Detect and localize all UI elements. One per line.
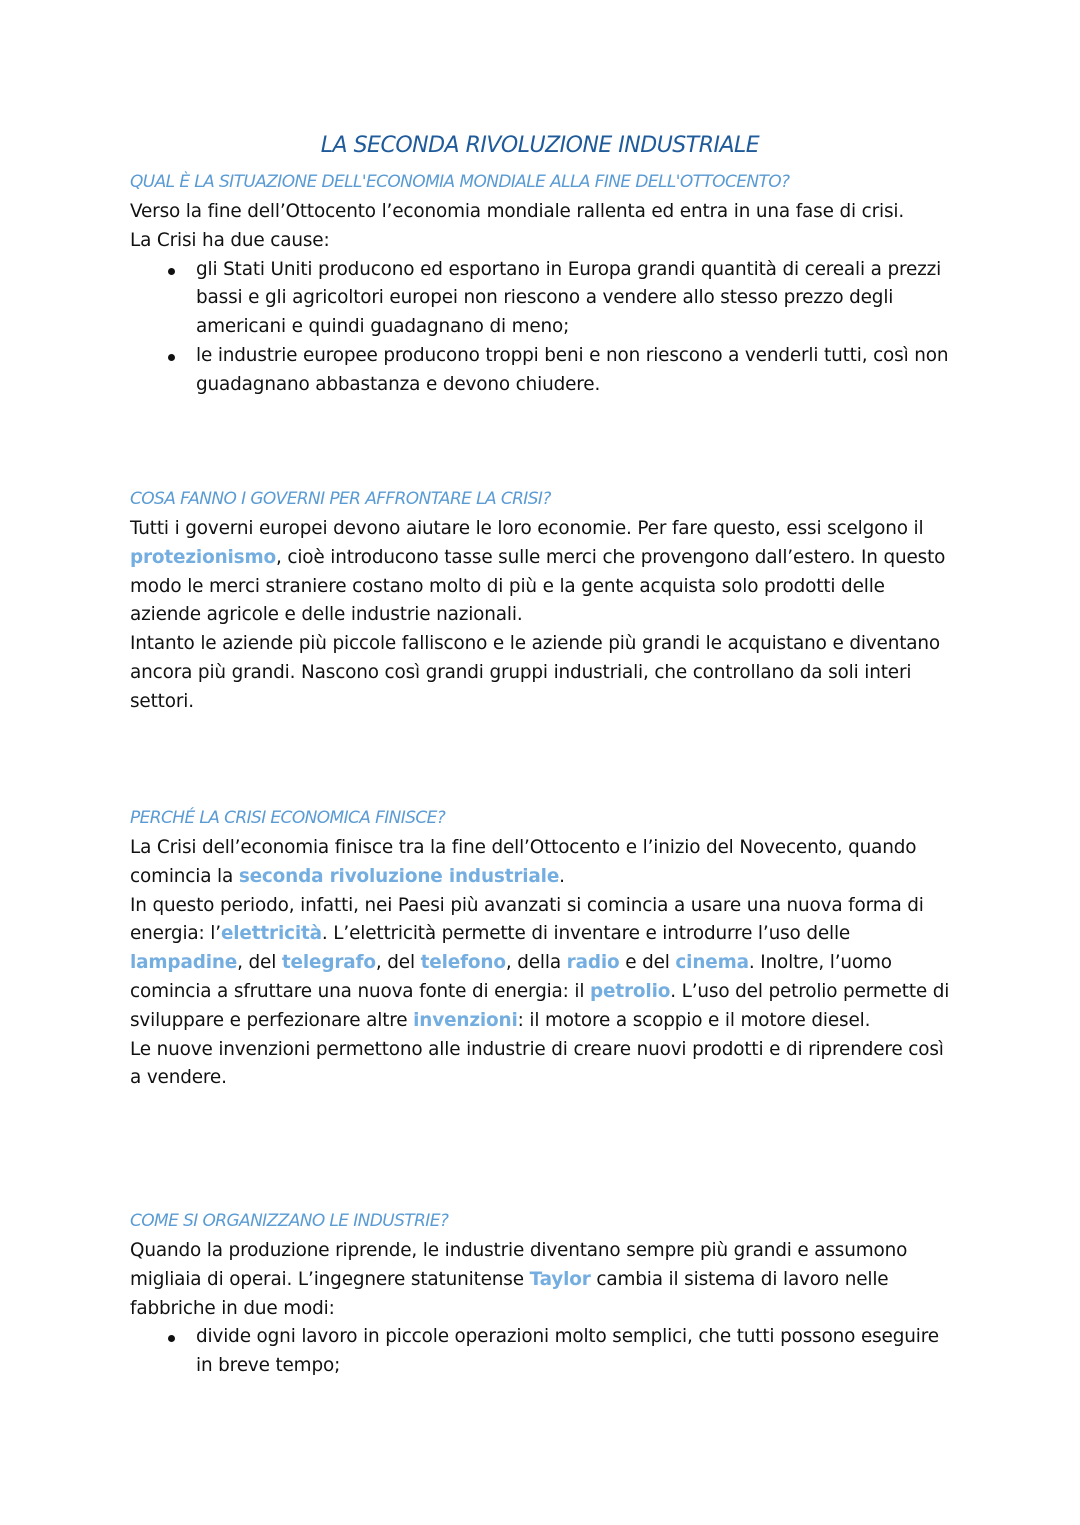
paragraph: [130, 515, 960, 630]
text-run: : il motore a scoppio e il motore diesel.: [517, 1009, 871, 1031]
keyword-highlight: lampadine: [130, 952, 238, 974]
list-item-text: divide ogni lavoro in piccole operazioni molto semplici, che tutti possono eseguire in breve tempo;: [196, 1326, 939, 1377]
list-item: [130, 256, 960, 342]
section-question: COME SI ORGANIZZANO LE INDUSTRIE?: [130, 1211, 449, 1231]
text-run: e del: [619, 952, 676, 974]
section-fine-crisi: [130, 804, 960, 1093]
keyword-highlight: petrolio: [590, 980, 671, 1002]
bullet-list: [130, 1323, 960, 1381]
bullet-icon: [168, 1335, 175, 1342]
text-run: . L’elettricità permette di inventare e introdurre l’uso delle: [321, 923, 851, 945]
text-run: , del: [237, 952, 282, 974]
section-organizzazione-industrie: [130, 1207, 960, 1381]
text-run: . Inoltre, l’uomo comincia a sfruttare una nuova fonte di energia: il: [130, 952, 892, 1002]
bullet-icon: [168, 354, 175, 361]
document-title: LA SECONDA RIVOLUZIONE INDUSTRIALE: [320, 133, 760, 158]
bullet-icon: [168, 268, 175, 275]
keyword-highlight: protezionismo: [130, 546, 276, 568]
text-run: cambia il sistema di lavoro nelle fabbriche in due modi:: [130, 1268, 889, 1319]
keyword-highlight: telegrafo: [281, 952, 376, 974]
list-item: [130, 342, 960, 400]
text-run: In questo periodo, infatti, nei Paesi più avanzati si comincia a usare una nuova forma di energia: l’: [130, 894, 924, 945]
section-question: QUAL È LA SITUAZIONE DELL'ECONOMIA MONDIALE ALLA FINE DELL'OTTOCENTO?: [130, 172, 790, 192]
paragraph: [130, 892, 960, 1036]
section-question: COSA FANNO I GOVERNI PER AFFRONTARE LA CRISI?: [130, 489, 551, 509]
keyword-highlight: invenzioni: [413, 1009, 518, 1031]
keyword-highlight: cinema: [675, 952, 749, 974]
keyword-highlight: Taylor: [529, 1268, 591, 1290]
text-run: .: [559, 865, 565, 887]
text-run: , cioè introducono tasse sulle merci che provengono dall’estero. In questo modo le merci straniere costano molto di più e la gente acquista solo prodotti delle aziende agricole e delle industrie nazionali.: [130, 546, 946, 626]
section-economia-mondiale: [130, 168, 960, 400]
paragraph: Intanto le aziende più piccole falliscono e le aziende più grandi le acquistano e diventano ancora più grandi. Nascono così grandi gruppi industriali, che controllano da soli interi settori.: [130, 633, 940, 712]
list-item: [130, 1323, 960, 1381]
keyword-highlight: seconda rivoluzione industriale: [238, 865, 560, 887]
list-item-text: le industrie europee producono troppi beni e non riescono a venderli tutti, così non guadagnano abbastanza e devono chiudere.: [196, 344, 949, 395]
keyword-highlight: elettricità: [220, 923, 322, 945]
list-item-text: gli Stati Uniti producono ed esportano in Europa grandi quantità di cereali a prezzi bassi e gli agricoltori europei non riescono a vendere allo stesso prezzo degli americani e quindi guadagnano di meno;: [196, 258, 942, 338]
text-run: . L’uso del petrolio permette di sviluppare e perfezionare altre: [130, 980, 950, 1031]
text-run: La Crisi dell’economia finisce tra la fine dell’Ottocento e l’inizio del Novecento, quando comincia la: [130, 837, 917, 887]
paragraph: [130, 1237, 960, 1323]
paragraph: Le nuove invenzioni permettono alle industrie di creare nuovi prodotti e di riprendere così a vendere.: [130, 1038, 944, 1089]
keyword-highlight: telefono: [420, 952, 506, 974]
bullet-list: [130, 256, 960, 400]
text-run: , della: [505, 952, 567, 974]
paragraph: [130, 834, 960, 892]
section-question: PERCHÉ LA CRISI ECONOMICA FINISCE?: [130, 808, 446, 828]
text-run: Tutti i governi europei devono aiutare le loro economie. Per fare questo, essi scelgono il: [130, 518, 924, 539]
text-run: Quando la produzione riprende, le industrie diventano sempre più grandi e assumono migliaia di operai. L’ingegnere statunitense: [130, 1240, 908, 1290]
paragraph: La Crisi ha due cause:: [130, 229, 330, 251]
text-run: , del: [375, 952, 421, 974]
section-governi-crisi: [130, 485, 960, 717]
paragraph: Verso la fine dell’Ottocento l’economia mondiale rallenta ed entra in una fase di crisi.: [130, 201, 905, 222]
keyword-highlight: radio: [566, 952, 620, 974]
